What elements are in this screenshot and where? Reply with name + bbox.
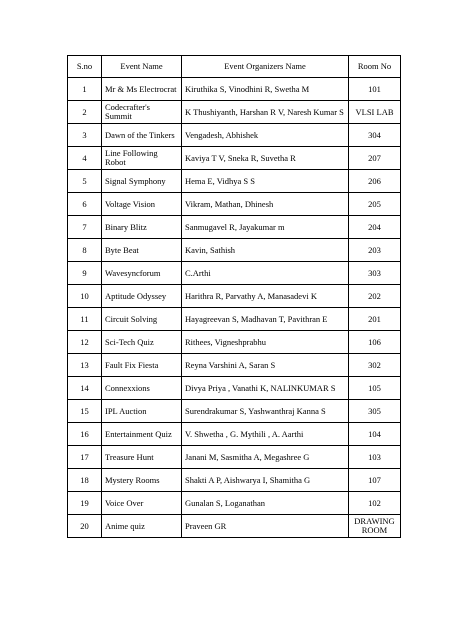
cell-event-name: Mr & Ms Electrocrat xyxy=(102,78,182,101)
cell-sno: 10 xyxy=(68,285,102,308)
table-row xyxy=(68,446,401,469)
cell-room: 205 xyxy=(349,193,401,216)
cell-organizers: Surendrakumar S, Yashwanthraj Kanna S xyxy=(182,400,349,423)
table-row xyxy=(68,377,401,400)
cell-organizers: Janani M, Sasmitha A, Megashree G xyxy=(182,446,349,469)
table-row xyxy=(68,400,401,423)
cell-sno: 14 xyxy=(68,377,102,400)
cell-event-name: Anime quiz xyxy=(102,515,182,538)
cell-organizers: Kaviya T V, Sneka R, Suvetha R xyxy=(182,147,349,170)
cell-event-name: Voice Over xyxy=(102,492,182,515)
cell-sno: 13 xyxy=(68,354,102,377)
table-row xyxy=(68,193,401,216)
cell-organizers: Kiruthika S, Vinodhini R, Swetha M xyxy=(182,78,349,101)
cell-organizers: Gunalan S, Loganathan xyxy=(182,492,349,515)
cell-organizers: Divya Priya , Vanathi K, NALINKUMAR S xyxy=(182,377,349,400)
cell-organizers: Hema E, Vidhya S S xyxy=(182,170,349,193)
cell-room: 105 xyxy=(349,377,401,400)
cell-organizers: V. Shwetha , G. Mythili , A. Aarthi xyxy=(182,423,349,446)
cell-sno: 1 xyxy=(68,78,102,101)
header-row xyxy=(68,56,401,78)
table-row xyxy=(68,216,401,239)
cell-organizers: Reyna Varshini A, Saran S xyxy=(182,354,349,377)
table-row xyxy=(68,239,401,262)
cell-event-name: Line Following Robot xyxy=(102,147,182,170)
table-row xyxy=(68,423,401,446)
cell-event-name: Dawn of the Tinkers xyxy=(102,124,182,147)
header-room-no: Room No xyxy=(349,56,401,78)
cell-organizers: Rithees, Vigneshprabhu xyxy=(182,331,349,354)
cell-room: 103 xyxy=(349,446,401,469)
cell-sno: 8 xyxy=(68,239,102,262)
cell-sno: 12 xyxy=(68,331,102,354)
cell-event-name: Sci-Tech Quiz xyxy=(102,331,182,354)
cell-organizers: K Thushiyanth, Harshan R V, Naresh Kumar S xyxy=(182,101,349,124)
cell-room: 101 xyxy=(349,78,401,101)
cell-room: 106 xyxy=(349,331,401,354)
cell-event-name: Mystery Rooms xyxy=(102,469,182,492)
cell-event-name: Wavesyncforum xyxy=(102,262,182,285)
table-body xyxy=(68,78,401,538)
cell-organizers: Vengadesh, Abhishek xyxy=(182,124,349,147)
cell-sno: 19 xyxy=(68,492,102,515)
cell-room: 302 xyxy=(349,354,401,377)
cell-organizers: Hayagreevan S, Madhavan T, Pavithran E xyxy=(182,308,349,331)
cell-room: 102 xyxy=(349,492,401,515)
cell-organizers: Vikram, Mathan, Dhinesh xyxy=(182,193,349,216)
table-row xyxy=(68,469,401,492)
cell-sno: 3 xyxy=(68,124,102,147)
cell-room: 201 xyxy=(349,308,401,331)
header-sno: S.no xyxy=(68,56,102,78)
cell-organizers: C.Arthi xyxy=(182,262,349,285)
table-row xyxy=(68,331,401,354)
cell-sno: 9 xyxy=(68,262,102,285)
cell-sno: 15 xyxy=(68,400,102,423)
table-row xyxy=(68,78,401,101)
cell-sno: 11 xyxy=(68,308,102,331)
table-row xyxy=(68,354,401,377)
cell-room: 303 xyxy=(349,262,401,285)
cell-organizers: Praveen GR xyxy=(182,515,349,538)
table-row xyxy=(68,308,401,331)
cell-room: 206 xyxy=(349,170,401,193)
cell-sno: 20 xyxy=(68,515,102,538)
cell-room: 204 xyxy=(349,216,401,239)
cell-event-name: Fault Fix Fiesta xyxy=(102,354,182,377)
table-row xyxy=(68,124,401,147)
cell-organizers: Harithra R, Parvathy A, Manasadevi K xyxy=(182,285,349,308)
cell-organizers: Sanmugavel R, Jayakumar m xyxy=(182,216,349,239)
header-event-organizers: Event Organizers Name xyxy=(182,56,349,78)
cell-event-name: IPL Auction xyxy=(102,400,182,423)
cell-room: 107 xyxy=(349,469,401,492)
table-row xyxy=(68,147,401,170)
cell-event-name: Aptitude Odyssey xyxy=(102,285,182,308)
table-row xyxy=(68,515,401,538)
cell-room: 207 xyxy=(349,147,401,170)
cell-sno: 16 xyxy=(68,423,102,446)
cell-sno: 7 xyxy=(68,216,102,239)
cell-event-name: Codecrafter's Summit xyxy=(102,101,182,124)
cell-event-name: Connexxions xyxy=(102,377,182,400)
cell-sno: 18 xyxy=(68,469,102,492)
cell-event-name: Circuit Solving xyxy=(102,308,182,331)
cell-room: 305 xyxy=(349,400,401,423)
cell-sno: 6 xyxy=(68,193,102,216)
table-row xyxy=(68,492,401,515)
cell-room: 104 xyxy=(349,423,401,446)
table-row xyxy=(68,170,401,193)
cell-event-name: Binary Blitz xyxy=(102,216,182,239)
cell-room: DRAWING ROOM xyxy=(349,515,401,538)
header-event-name: Event Name xyxy=(102,56,182,78)
cell-room: VLSI LAB xyxy=(349,101,401,124)
cell-sno: 17 xyxy=(68,446,102,469)
cell-event-name: Voltage Vision xyxy=(102,193,182,216)
cell-room: 304 xyxy=(349,124,401,147)
cell-organizers: Kavin, Sathish xyxy=(182,239,349,262)
cell-sno: 4 xyxy=(68,147,102,170)
cell-sno: 2 xyxy=(68,101,102,124)
table-row xyxy=(68,101,401,124)
cell-event-name: Treasure Hunt xyxy=(102,446,182,469)
cell-event-name: Byte Beat xyxy=(102,239,182,262)
cell-event-name: Signal Symphony xyxy=(102,170,182,193)
events-table xyxy=(67,55,401,538)
cell-sno: 5 xyxy=(68,170,102,193)
cell-organizers: Shakti A P, Aishwarya I, Shamitha G xyxy=(182,469,349,492)
table-header xyxy=(68,56,401,78)
cell-event-name: Entertainment Quiz xyxy=(102,423,182,446)
table-row xyxy=(68,285,401,308)
table-row xyxy=(68,262,401,285)
cell-room: 202 xyxy=(349,285,401,308)
cell-room: 203 xyxy=(349,239,401,262)
